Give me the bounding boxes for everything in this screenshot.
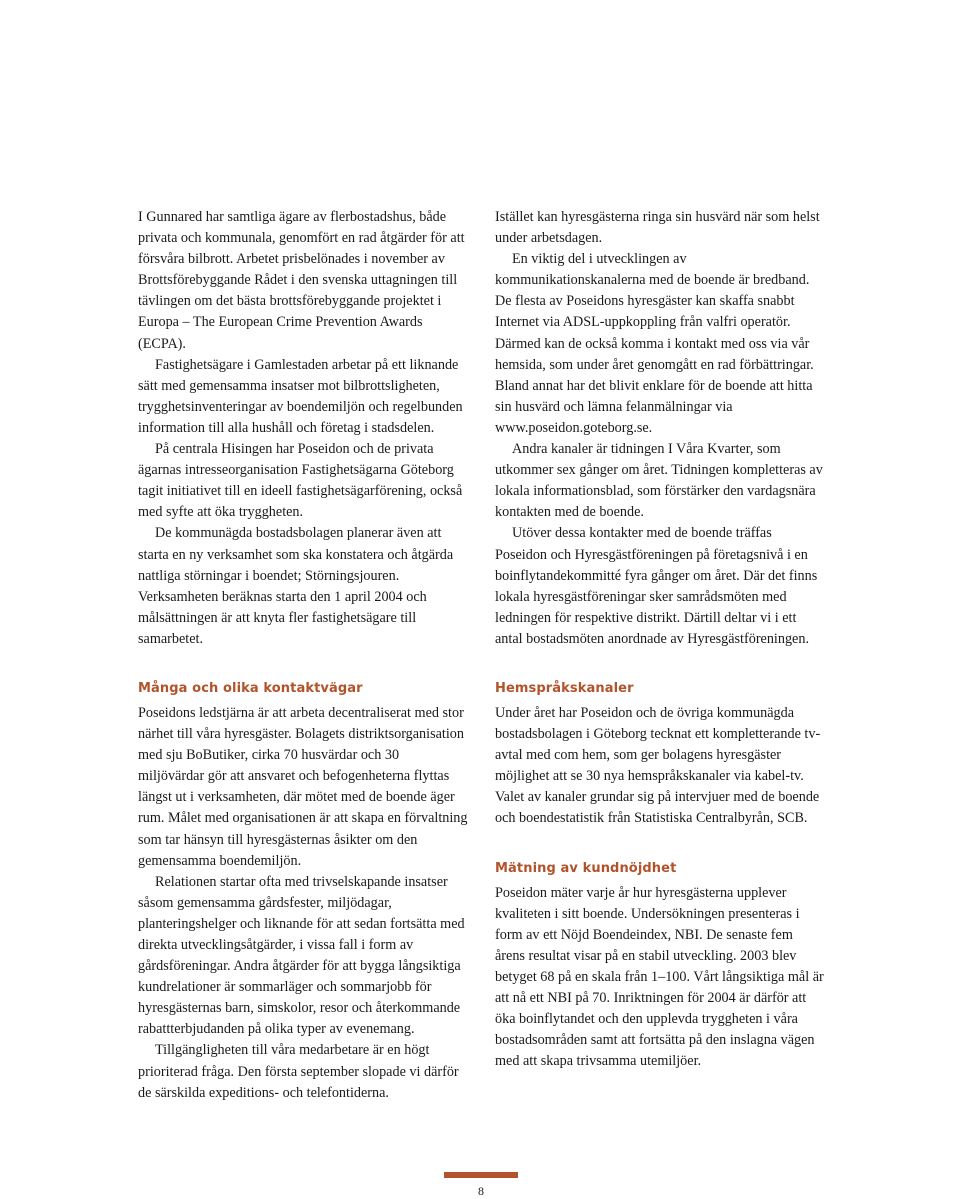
- left-section-paragraph-1: Poseidons ledstjärna är att arbeta decentraliserat med stor närhet till våra hyresgäster. Bolagets distriktsorganisation med sju BoButiker, cirka 70 husvärdar och 30 miljövärdar gör att ansvaret och befogenheterna flyttas längst ut i verksamheten, där mötet med de boende äger rum. Målet med organisationen är att skapa en förvaltning som tar hänsyn till hyresgästernas åsikter om den gemensamma boendemiljön.: [138, 704, 468, 869]
- spacer: [495, 830, 825, 859]
- right-column: [495, 207, 825, 1072]
- page-number: 8: [478, 1184, 484, 1198]
- left-paragraph-1: I Gunnared har samtliga ägare av flerbostadshus, både privata och kommunala, genomfört en rad åtgärder för att försvåra bilbrott. Arbetet prisbelönades i november av Brottsförebyggande Rådet i den svenska uttagningen till tävlingen om det bästa brottsförebyggande projektet i Europa – The European Crime Prevention Awards (ECPA).: [138, 209, 465, 352]
- right-paragraph-4: Utöver dessa kontakter med de boende träffas Poseidon och Hyresgästföreningen på företagsnivå i en boinflytandekommitté fyra gånger om året. Där det finns lokala hyresgästföreningar sker samrådsmöten med ledningen för respektive distrikt. Därtill deltar vi i ett antal bostadsmöten anordnade av Hyresgästföreningen.: [495, 525, 818, 647]
- left-column: [138, 207, 468, 1104]
- section-heading-hemsprakskanaler: Hemspråkskanaler: [495, 680, 634, 696]
- section-heading-kontaktvagar: Många och olika kontaktvägar: [138, 680, 363, 696]
- footer-accent-rule: [444, 1172, 518, 1178]
- right-paragraph-2: En viktig del i utvecklingen av kommunikationskanalerna med de boende är bredband. De flesta av Poseidons hyresgäster kan skaffa snabbt Internet via ADSL-uppkoppling från valfri operatör. Därmed kan de också komma i kontakt med oss via vår hemsida, som under året genomgått en rad förbättringar. Bland annat har det blivit enklare för de boende att hitta sin husvärd och lämna felanmälningar via www.poseidon.goteborg.se.: [495, 251, 814, 436]
- spacer: [138, 650, 468, 679]
- spacer: [495, 650, 825, 679]
- left-section-paragraph-3: Tillgängligheten till våra medarbetare är en högt prioriterad fråga. Den första september slopade vi därför de särskilda expeditions- och telefontiderna.: [138, 1042, 459, 1101]
- section-heading-kundnojdhet: Mätning av kundnöjdhet: [495, 860, 677, 876]
- right-section2-paragraph-1: Poseidon mäter varje år hur hyresgästerna upplever kvaliteten i sitt boende. Undersökningen presenteras i form av ett Nöjd Boendeindex, NBI. De senaste fem årens resultat visar på en stabil utveckling. 2003 blev betyget 68 på en skala från 1–100. Vårt långsiktiga mål är att nå ett NBI på 70. Inriktningen för 2004 är därför att öka boinflytandet och den upplevda tryggheten i våra bostadsområden samt att fortsätta på den inslagna vägen med att skapa trivsamma utemiljöer.: [495, 884, 824, 1070]
- right-paragraph-3: Andra kanaler är tidningen I Våra Kvarter, som utkommer sex gånger om året. Tidningen kompletteras av lokala informationsblad, som förstärker den vardagsnära kontakten med de boende.: [495, 441, 823, 521]
- left-paragraph-2: Fastighetsägare i Gamlestaden arbetar på ett liknande sätt med gemensamma insatser mot bilbrottsligheten, trygghetsinventeringar av boendemiljön och regelbunden information till alla hushåll och företag i stadsdelen.: [138, 356, 463, 436]
- left-paragraph-3: På centrala Hisingen har Poseidon och de privata ägarnas intresseorganisation Fastighetsägarna Göteborg tagit initiativet till en ideell fastighetsägarförening, också med syfte att öka tryggheten.: [138, 441, 463, 521]
- left-paragraph-4: De kommunägda bostadsbolagen planerar även att starta en ny verksamhet som ska konstatera och åtgärda nattliga störningar i boendet; Störningsjouren. Verksamheten beräknas starta den 1 april 2004 och målsättningen är att knyta fler fastighetsägare till samarbetet.: [138, 525, 454, 647]
- right-paragraph-1: Istället kan hyresgästerna ringa sin husvärd när som helst under arbetsdagen.: [495, 209, 820, 247]
- right-section1-paragraph-1: Under året har Poseidon och de övriga kommunägda bostadsbolagen i Göteborg tecknat ett kompletterande tv-avtal med com hem, som ger bolagens hyresgäster möjlighet att se 30 nya hemspråkskanaler via kabel-tv. Valet av kanaler grundar sig på intervjuer med de boende och boendestatistik från Statistiska Centralbyrån, SCB.: [495, 704, 821, 827]
- left-section-paragraph-2: Relationen startar ofta med trivselskapande insatser såsom gemensamma gårdsfester, miljödagar, planteringshelger och liknande för att sedan fortsätta med direkta utvecklingsåtgärder, i vissa fall i form av gårdsföreningar. Andra åtgärder för att bygga långsiktiga kundrelationer är sommarläger och sommarjobb för hyresgästernas barn, simskolor, resor och återkommande rabattterbjudanden på olika typer av evenemang.: [138, 873, 465, 1038]
